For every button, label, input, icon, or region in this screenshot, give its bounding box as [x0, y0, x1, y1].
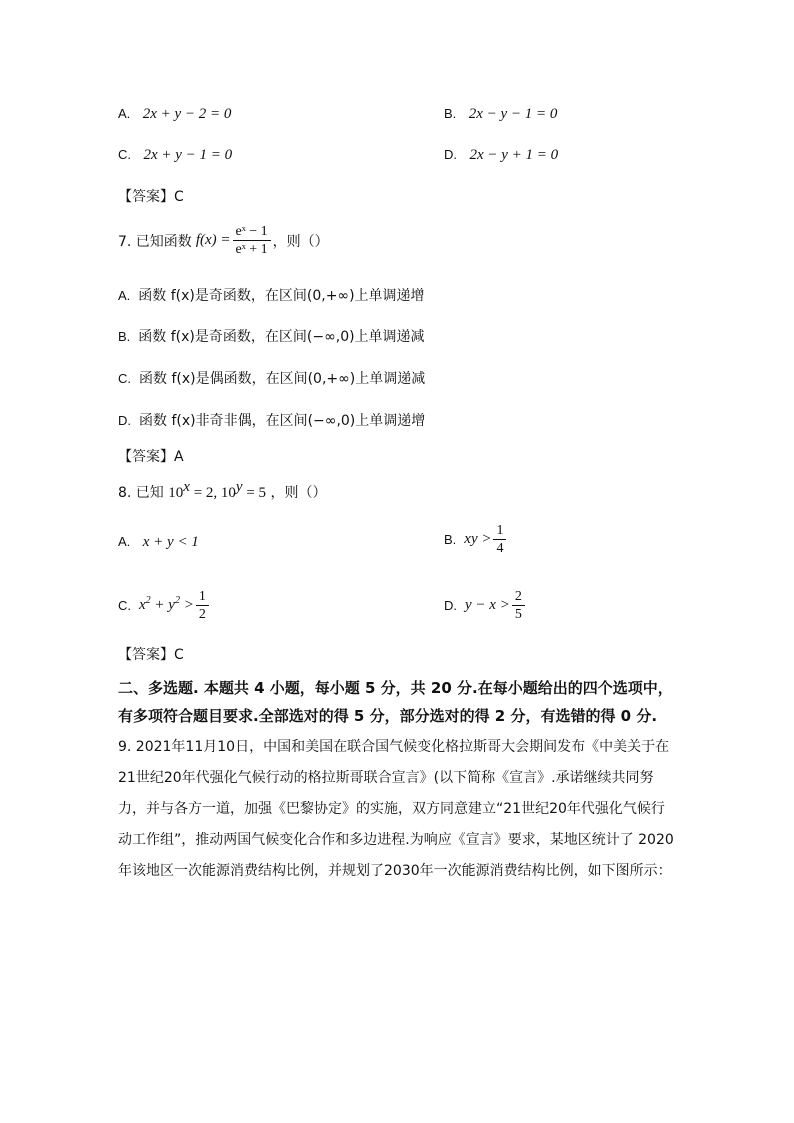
answer-value: C [174, 189, 184, 205]
fraction-numerator: eˣ − 1 [235, 224, 268, 239]
q7-option-a [118, 285, 425, 305]
q8-option-d [444, 588, 527, 623]
option-letter: C. [118, 598, 131, 613]
answer-label: 【答案】 [118, 449, 174, 465]
option-letter: D. [444, 598, 457, 613]
option-expression: xy > [464, 531, 492, 547]
option-letter: D. [444, 147, 457, 162]
condition: $10^x = 2$, $10^y = 5$ [168, 479, 267, 501]
q9-line: 动工作组”，推动两国气候变化合作和多边进程.为响应《宣言》要求，某地区统计了 2020 [118, 832, 674, 848]
q9-line: 年该地区一次能源消费结构比例，并规划了2030年一次能源消费结构比例，如下图所示： [118, 863, 672, 879]
q7-answer [118, 446, 184, 466]
q6-option-c [118, 147, 232, 164]
option-fraction: $\frac{1}{2}$ [196, 588, 209, 623]
q6-answer [118, 186, 184, 206]
option-letter: B. [118, 329, 131, 344]
section-heading-line-1: 二、多选题. 本题共 4 小题，每小题 5 分，共 20 分.在每小题给出的四个选项中， [118, 679, 673, 697]
answer-value: C [174, 647, 184, 663]
q8-stem [118, 479, 327, 502]
q8-answer [118, 644, 184, 664]
section-heading [118, 674, 673, 730]
option-expression: 2x + y − 1 = 0 [143, 147, 233, 163]
answer-label: 【答案】 [118, 647, 174, 663]
q6-option-b [444, 106, 557, 123]
q9-line: 9. 2021年11月10日，中国和美国在联合国气候变化格拉斯哥大会期间发布《中美关于在 [118, 739, 670, 755]
question-suffix: ，则（） [270, 485, 327, 501]
q7-option-c [118, 368, 425, 388]
option-text: 函数 f(x)是奇函数，在区间(0,+∞)上单调递增 [138, 288, 425, 304]
question-prefix: 8. 已知 [118, 485, 164, 501]
option-expression: 2x − y − 1 = 0 [468, 106, 558, 122]
answer-value: A [174, 449, 184, 465]
q9-line: 力，并与各方一道，加强《巴黎协定》的实施，双方同意建立“21世纪20年代强化气候行 [118, 801, 665, 817]
option-expression: x + y < 1 [142, 534, 199, 550]
q9-line: 21世纪20年代强化气候行动的格拉斯哥联合宣言》(以下简称《宣言》.承诺继续共同努 [118, 770, 654, 786]
q8-option-b [444, 522, 508, 557]
option-fraction: $\frac{2}{5}$ [512, 588, 525, 623]
q6-option-a [118, 106, 231, 123]
q6-option-d [444, 147, 558, 164]
option-letter: D. [118, 413, 131, 428]
option-expression: 2x + y − 2 = 0 [142, 106, 232, 122]
option-text: 函数 f(x)是偶函数，在区间(0,+∞)上单调递减 [139, 371, 426, 387]
option-letter: B. [444, 106, 457, 121]
question-suffix: ，则（） [272, 233, 329, 250]
option-fraction: $\frac{1}{4}$ [493, 522, 506, 557]
q7-option-b [118, 326, 425, 346]
fraction-denominator: eˣ + 1 [233, 240, 271, 258]
function-fraction [233, 223, 271, 258]
option-letter: A. [118, 106, 131, 121]
option-letter: C. [118, 371, 131, 386]
q7-stem [118, 223, 329, 258]
q8-option-a [118, 534, 199, 551]
section-heading-line-2: 有多项符合题目要求.全部选对的得 5 分，部分选对的得 2 分，有选错的得 0 分. [118, 707, 658, 725]
option-letter: A. [118, 534, 131, 549]
option-letter: B. [444, 532, 457, 547]
option-letter: C. [118, 147, 131, 162]
q7-option-d [118, 410, 425, 430]
option-letter: A. [118, 288, 131, 303]
option-text: 函数 f(x)是奇函数，在区间(−∞,0)上单调递减 [138, 329, 425, 345]
option-expression: 2x − y + 1 = 0 [469, 147, 559, 163]
answer-label: 【答案】 [118, 189, 174, 205]
q8-option-c [118, 588, 211, 623]
option-expression: y − x > [465, 597, 510, 613]
option-text: 函数 f(x)非奇非偶，在区间(−∞,0)上单调递增 [139, 413, 426, 429]
q9-paragraph [118, 732, 674, 887]
option-expression: $x^2 + y^2$ > [139, 595, 194, 613]
question-prefix: 7. 已知函数 [118, 233, 192, 250]
function-label: f(x) = [195, 232, 231, 248]
